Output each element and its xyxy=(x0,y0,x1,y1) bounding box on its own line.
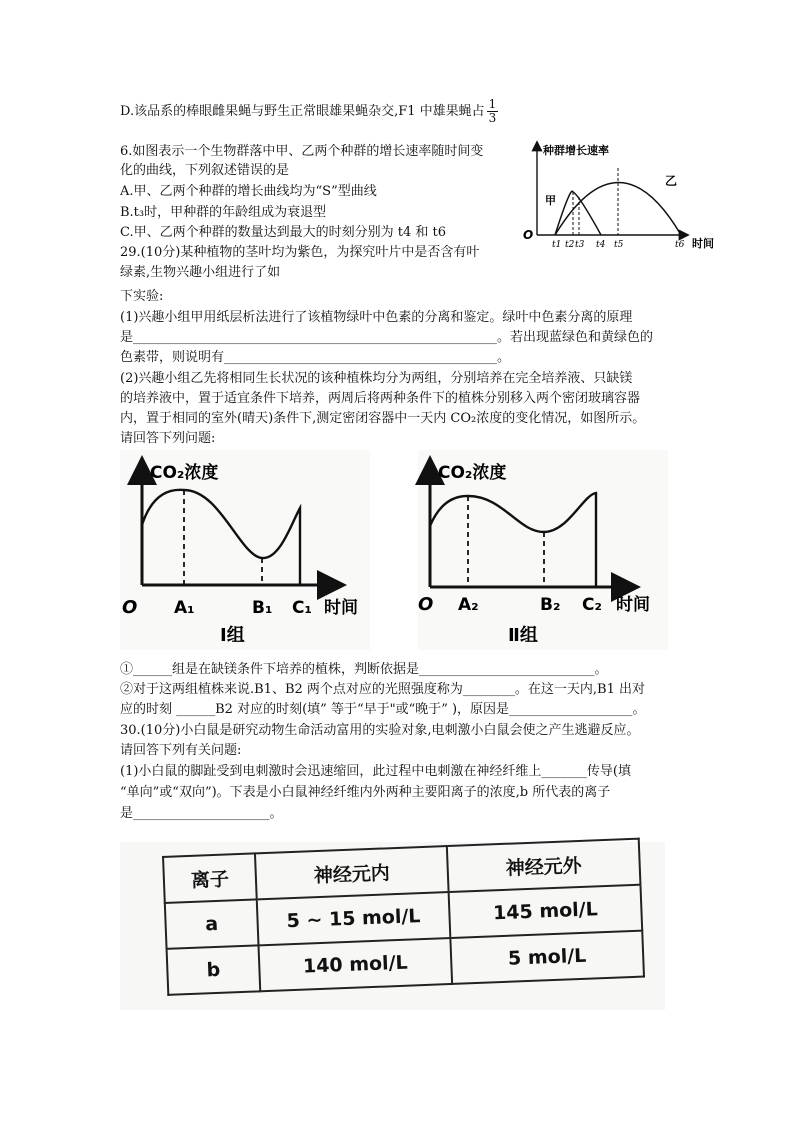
co2-chart-group-1 xyxy=(120,450,370,650)
label-yi: 乙 xyxy=(665,174,678,188)
table-cell: a xyxy=(165,899,259,948)
tick-t4: t4 xyxy=(596,240,606,250)
q29-sub2-line1: ②对于这两组植株来说.B1、B2 两个点对应的光照强度称为________。在这一天内,B1 出对 xyxy=(120,682,646,697)
group-label: Ⅱ组 xyxy=(508,625,538,646)
tick-c2: C₂ xyxy=(582,595,602,615)
x-axis-label: 时间 xyxy=(616,595,650,615)
q29-part2-line3: 内，置于相同的室外(晴天)条件下,测定密闭容器中一天内 CO₂浓度的变化情况，如图所示。 xyxy=(120,411,646,426)
tick-t1: t1 xyxy=(552,240,562,250)
q29-stem-line1: 29.(10分)某种植物的茎叶均为紫色，为探究叶片中是否含有叶 xyxy=(120,245,480,260)
y-axis-label: CO₂浓度 xyxy=(438,463,507,483)
fraction-numerator: 1 xyxy=(488,97,497,111)
tick-b1: B₁ xyxy=(252,598,273,618)
tick-t3: t3 xyxy=(575,240,585,250)
y-axis-label: CO₂浓度 xyxy=(150,463,219,483)
q30-part1-line2: “单向”或“双向”)。下表是小白鼠神经纤维内外两种主要阳离子的浓度,b 所代表的离子 xyxy=(120,785,611,800)
origin-label: O xyxy=(523,228,534,242)
tick-b2: B₂ xyxy=(540,595,561,615)
header-outside: 神经元外 xyxy=(447,839,641,892)
q29-part2-line4: 请回答下列问题: xyxy=(120,431,216,446)
q30-part1-line1: (1)小白鼠的脚趾受到电刺激时会迅速缩回，此过程中电刺激在神经纤维上_______传导(填 xyxy=(120,764,631,779)
q29-sub2-line2: 应的时刻 ______B2 对应的时刻(填” 等于“早于"或“晚于” )，原因是___________________。 xyxy=(120,702,646,717)
origin-label: O xyxy=(418,594,434,615)
q29-part2-line2: 的培养液中，置于适宜条件下培养，两周后将两种条件下的植株分别移入两个密闭玻璃容器 xyxy=(120,391,641,406)
tick-t5: t5 xyxy=(614,240,624,250)
label-jia: 甲 xyxy=(545,194,556,207)
table-cell: 140 mol/L xyxy=(259,938,453,991)
q6-option-b: B.t₃时，甲种群的年龄组成为衰退型 xyxy=(120,205,327,220)
fraction-denominator: 3 xyxy=(488,111,497,125)
q6-stem-line1: 6.如图表示一个生物群落中甲、乙两个种群的增长速率随时间变 xyxy=(120,144,484,159)
tick-a2: A₂ xyxy=(458,595,479,615)
ion-table-photo xyxy=(120,842,665,1010)
tick-t6: t6 xyxy=(675,240,685,250)
q29-part1-line2: 是________________________________________________________。若出现蓝绿色和黄绿色的 xyxy=(120,330,654,345)
growth-rate-chart xyxy=(515,135,735,265)
table-cell: b xyxy=(167,945,261,994)
q6-option-c: C.甲、乙两个种群的数量达到最大的时刻分别为 t4 和 t6 xyxy=(120,225,447,240)
q5-option-d xyxy=(120,98,498,125)
table-cell: 5 mol/L xyxy=(450,931,644,984)
tick-c1: C₁ xyxy=(292,598,312,618)
ion-table xyxy=(162,838,645,996)
q6-option-a: A.甲、乙两个种群的增长曲线均为“S”型曲线 xyxy=(120,184,377,199)
q30-part1-line3: 是_____________________。 xyxy=(120,806,283,821)
y-axis-label: 种群增长速率 xyxy=(543,144,609,157)
q29-part1-line1: (1)兴趣小组甲用纸层析法进行了该植物绿叶中色素的分离和鉴定。绿叶中色素分离的原理 xyxy=(120,310,633,325)
q30-stem-line1: 30.(10分)小白鼠是研究动物生命活动富用的实验对象,电刺激小白鼠会使之产生逃避反应。 xyxy=(120,723,640,738)
co2-chart-group-2 xyxy=(418,450,668,650)
header-inside: 神经元内 xyxy=(255,846,449,899)
q6-stem-line2: 化的曲线，下列叙述错误的是 xyxy=(120,163,290,178)
origin-label: O xyxy=(122,597,138,618)
tick-a1: A₁ xyxy=(174,598,195,618)
fraction xyxy=(487,98,499,125)
q29-part2-line1: (2)兴趣小组乙先将相同生长状况的该种植株均分为两组，分别培养在完全培养液、只缺镁 xyxy=(120,371,633,386)
q5-option-d-text: D.该品系的棒眼雌果蝇与野生正常眼雄果蝇杂交,F1 中雄果蝇占 xyxy=(120,104,485,119)
table-cell: 145 mol/L xyxy=(449,885,643,938)
x-axis-label: 时间 xyxy=(692,237,714,250)
tick-t2: t2 xyxy=(565,240,575,250)
q29-part1-line3: 色素带，则说明有__________________________________________。 xyxy=(120,350,511,365)
group-label: Ⅰ组 xyxy=(220,625,245,646)
q30-stem-line2: 请回答下列有关问题: xyxy=(120,743,242,758)
x-axis-label: 时间 xyxy=(324,598,358,618)
q29-sub1: ①______组是在缺镁条件下培养的植株，判断依据是___________________________。 xyxy=(120,662,608,677)
header-ion: 离子 xyxy=(163,853,257,902)
q29-stem-line3: 下实验: xyxy=(120,289,164,304)
q29-stem-line2: 绿素,生物兴趣小组进行了如 xyxy=(120,265,281,280)
table-cell: 5 ~ 15 mol/L xyxy=(257,892,451,945)
